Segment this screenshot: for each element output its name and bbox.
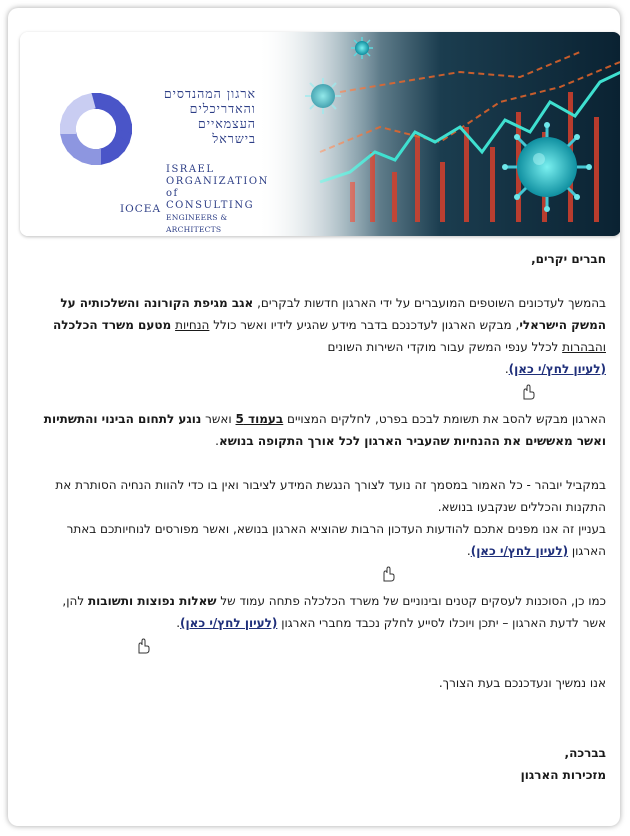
paragraph-faq [36,590,606,656]
text: , מבקש הארגון לעדכנכם בדבר מידע שהגיע לידיו ואשר כולל [209,318,520,332]
page-reference: בעמוד 5 [235,412,284,426]
logo-heb-line: ארגון המהנדסים [163,86,256,101]
pointing-hand-icon [518,383,536,401]
underlined-text: הנחיות [175,318,210,332]
closing-text: בברכה, [564,746,606,760]
text: . [215,434,219,448]
text: . [176,616,181,630]
bold-text: שאלות נפוצות ותשובות [87,594,217,608]
paragraph-clarification [36,474,606,584]
logo-heb-line: והאדריכלים [189,101,256,116]
logo-eng-line: ORGANIZATION [166,176,269,187]
bold-text: אגב מגיפת הקורונה והשלכותיה על המשק הישראלי [60,296,606,332]
text: לכלל ענפי המשק עבור מוקדי השירות השונים [327,340,563,354]
closing [36,742,606,764]
pointing-hand-icon [378,565,396,583]
banner-artwork [20,32,620,236]
guidelines-link[interactable]: (לעיון לחץ/י כאן) [508,362,606,376]
text: להן, אשר לדעת הארגון – יתכן ויוכלו לסייע לחלק נכבד מחברי הארגון [62,594,606,630]
faq-link[interactable]: (לעיון לחץ/י כאן) [180,616,278,630]
logo-eng-line: ENGINEERS & ARCHITECTS [166,213,228,234]
paragraph-guidelines [36,292,606,402]
updates-link[interactable]: (לעיון לחץ/י כאן) [470,544,569,558]
bold-text: נוגע לתחום הבינוי והתשתיות ואשר מאששים את ההנחיות שהעביר הארגון לכל אורך התקופה בנושא [43,412,606,448]
paragraph-page5 [36,408,606,452]
text: כמו כן, הסוכנות לעסקים קטנים ובינוניים של משרד הכלכלה פתחה עמוד של [216,594,606,608]
text: . [466,544,471,558]
paragraph-closing-note [36,672,606,694]
signature [36,764,606,786]
text: במקביל יובהר - כל האמור במסמך זה נועד לצורך הנגשת המידע לציבור ואין בו כדי להוות הנחיה הסותרת את התקנות והכללים שנקבעו בנושא. [55,478,606,514]
pointing-hand-icon [133,637,151,655]
logo-eng-line: ISRAEL [166,164,215,175]
text: בעניין זה אנו מפנים אתכם להודעות העדכון הרבות שהוציא הארגון בנושא, ואשר מפורסים לנוחיותכם באתר הארגון [66,522,606,558]
logo-english-text [166,164,269,236]
logo-eng-line: of CONSULTING [166,188,255,211]
bold-text: מטעם משרד הכלכלה [53,318,172,332]
greeting [36,248,606,270]
email-body [36,248,606,786]
underlined-text: והבהרות [562,340,606,354]
header-banner [20,32,620,236]
text: הארגון מבקש להסב את תשומת לבכם בפרט, לחלקים המצויים [283,412,606,426]
text: . [504,362,509,376]
logo-heb-line: בישראל [212,131,256,146]
email-card [8,8,620,826]
text: ואשר [201,412,236,426]
logo-acronym: IOCEA [120,203,162,215]
logo-heb-line: העצמאיים [197,116,256,131]
text: בהמשך לעדכונים השוטפים המועברים על ידי הארגון חדשות לבקרים, [253,296,606,310]
text: אנו נמשיך ונעדכנכם בעת הצורך. [438,676,606,690]
signature-text: מזכירות הארגון [520,768,606,782]
logo-hebrew-text [160,86,256,146]
greeting-text: חברים יקרים, [531,252,606,266]
